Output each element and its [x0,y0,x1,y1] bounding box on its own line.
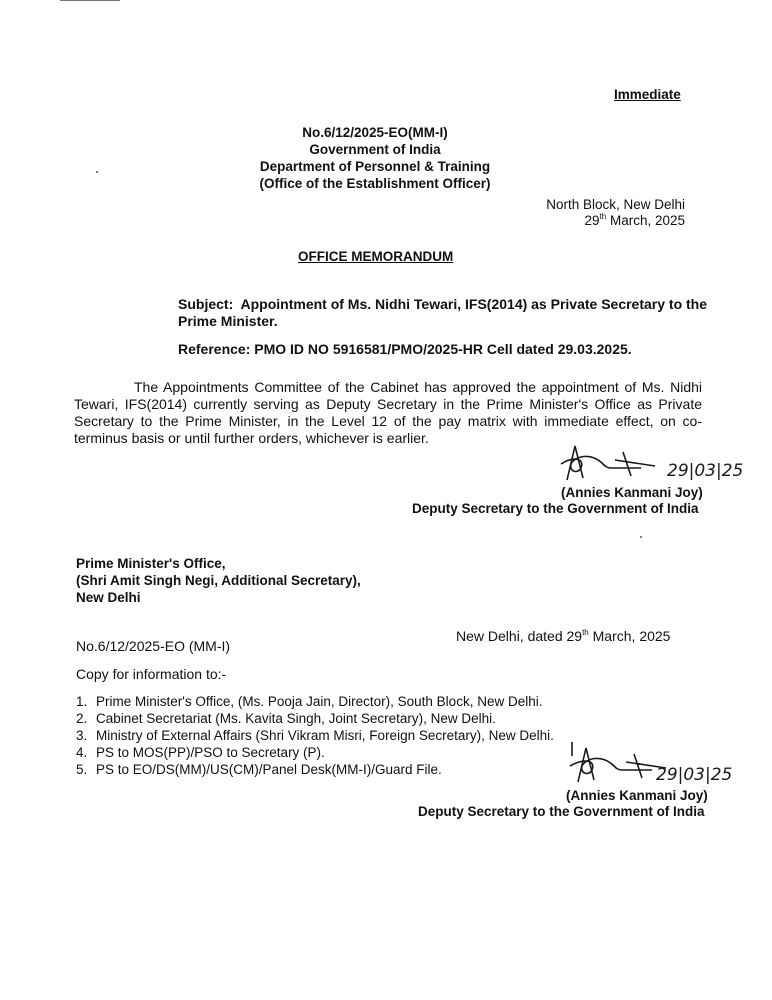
subject-line-2: Prime Minister. [178,313,278,329]
copy-list [76,693,554,778]
signature-1-name: (Annies Kanmani Joy) [561,485,703,500]
list-item: 4. PS to MOS(PP)/PSO to Secretary (P). [76,745,325,760]
list-item: 1. Prime Minister's Office, (Ms. Pooja Jain, Director), South Block, New Delhi. [76,694,543,709]
signature-1 [545,438,745,488]
copy-date: New Delhi, dated 29th March, 2025 [456,628,671,644]
office-name: (Office of the Establishment Officer) [259,176,491,191]
date: 29th March, 2025 [584,212,685,228]
copy-to-label: Copy for information to:- [76,666,227,682]
addressee-line-1: Prime Minister's Office, [76,556,226,571]
file-number: No.6/12/2025-EO(MM-I) [302,125,448,140]
memo-title: OFFICE MEMORANDUM [298,249,454,264]
place: North Block, New Delhi [546,197,685,212]
copy-file-number: No.6/12/2025-EO (MM-I) [76,638,231,654]
reference: Reference: PMO ID NO 5916581/PMO/2025-HR Cell dated 29.03.2025. [178,341,632,357]
scan-speck [640,536,642,538]
addressee-line-3: New Delhi [76,590,141,605]
list-item: 2. Cabinet Secretariat (Ms. Kavita Singh, Joint Secretary), New Delhi. [76,711,496,726]
list-item: 3. Ministry of External Affairs (Shri Vikram Misri, Foreign Secretary), New Delhi. [76,728,554,743]
department-name: Department of Personnel & Training [259,159,491,174]
signature-2-designation: Deputy Secretary to the Government of India [418,804,705,819]
signature-1-date: 29|03|25 [667,461,744,481]
addressee-line-2: (Shri Amit Singh Negi, Additional Secretary), [76,573,361,588]
subject-line-1: Subject: Appointment of Ms. Nidhi Tewari, IFS(2014) as Private Secretary to the [178,296,708,312]
signature-2-date: 29|03|25 [656,765,733,785]
body-paragraph: The Appointments Committee of the Cabinet has approved the appointment of Ms. Nidhi Tewari, IFS(2014) currently serving as Deputy Secretary in the Prime Minister's Office as Private Secretary to the Prime Minister, in the Level 12 of the pay matrix with immediate effect, on co-terminus basis or until further orders, whichever is earlier. [74,379,702,446]
scan-mark [60,0,120,1]
list-item: 5. PS to EO/DS(MM)/US(CM)/Panel Desk(MM-I)/Guard File. [76,762,442,777]
govt-name: Government of India [309,142,441,157]
signature-2 [558,738,758,790]
signature-1-designation: Deputy Secretary to the Government of India [412,501,699,516]
immediate-label: Immediate [614,87,681,102]
signature-2-name: (Annies Kanmani Joy) [566,788,708,803]
scan-speck [96,171,98,173]
